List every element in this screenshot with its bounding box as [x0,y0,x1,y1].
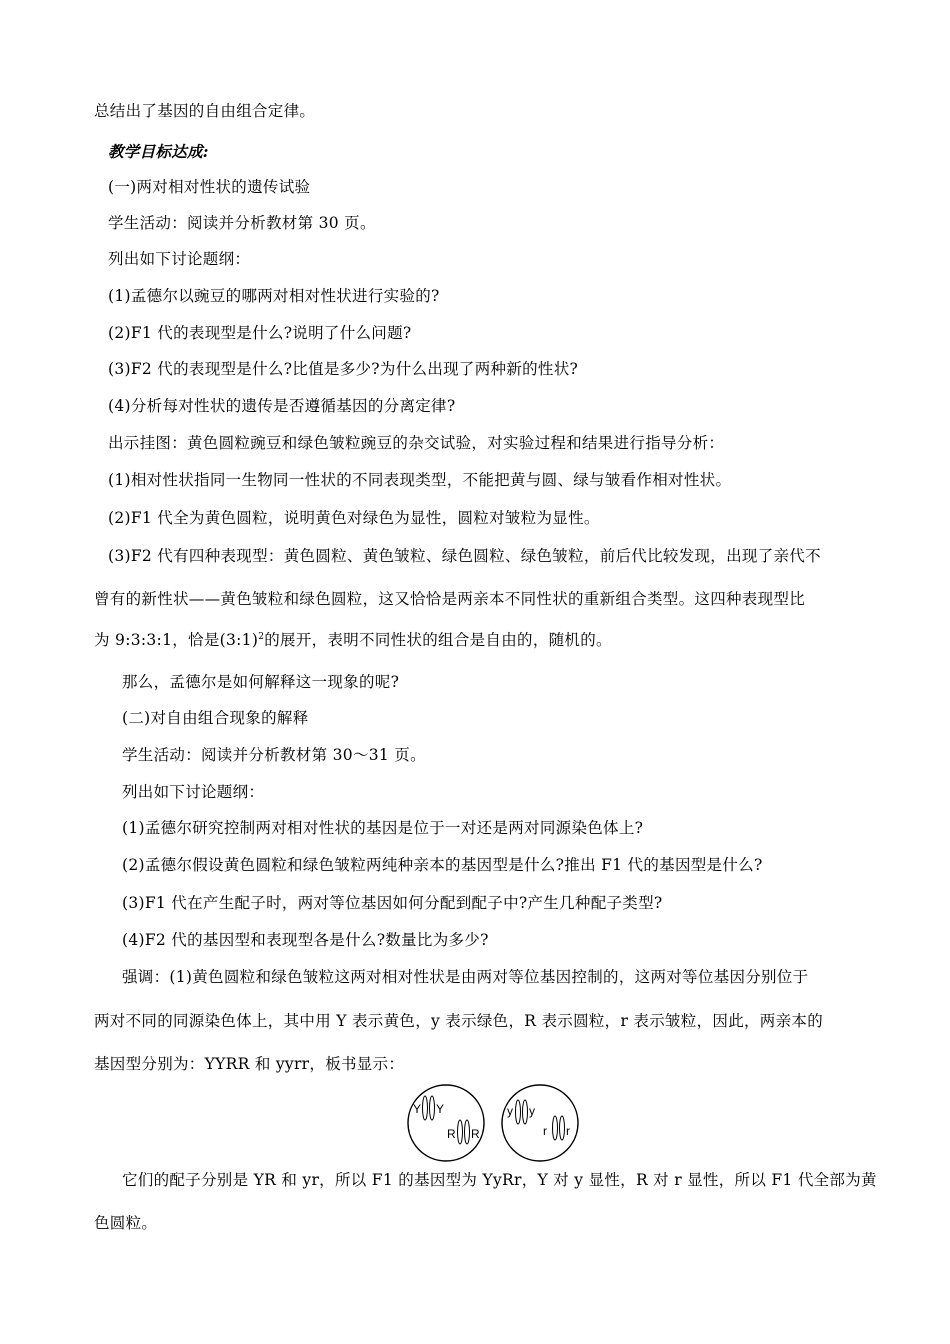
paragraph-line: 两对不同的同源染色体上，其中用 Y 表示黄色，y 表示绿色，R 表示圆粒，r 表示皱粒，因此，两亲本的 [94,1012,824,1030]
list-item: (1)相对性状指同一生物同一性状的不同表现类型，不能把黄与圆、绿与皱看作相对性状。 [108,471,732,489]
gene-label: R [471,1127,480,1141]
ratio-text: 为 9:3:3:1，恰是(3:1) [94,631,259,649]
ratio-text-continued: 的展开，表明不同性状的组合是自由的，随机的。 [264,631,612,649]
paragraph-line: 那么，孟德尔是如何解释这一现象的呢? [122,673,400,691]
section-heading: 教学目标达成: [108,142,209,161]
paragraph-line: 列出如下讨论题纲： [108,250,251,268]
chromosome-diagram [405,1083,583,1165]
paragraph-line [94,630,612,650]
gene-label: Y [436,1102,445,1116]
list-item: (3)F1 代在产生配子时，两对等位基因如何分配到配子中?产生几种配子类型? [122,894,663,912]
paragraph-line: 学生活动：阅读并分析教材第 30 页。 [108,214,376,232]
paragraph-line: 它们的配子分别是 YR 和 yr，所以 F1 的基因型为 YyRr，Y 对 y 显性，R 对 r 显性，所以 F1 代全部为黄 [122,1171,877,1189]
list-item: (2)F1 代的表现型是什么?说明了什么问题? [108,324,412,342]
list-item: (1)孟德尔研究控制两对相对性状的基因是位于一对还是两对同源染色体上? [122,819,644,837]
parent-cell-yyrr-dominant [408,1085,484,1161]
exponent: 2 [258,631,265,642]
list-item: (1)孟德尔以豌豆的哪两对相对性状进行实验的? [108,287,440,305]
subsection-heading: (一)两对相对性状的遗传试验 [108,178,311,196]
list-item: (4)F2 代的基因型和表现型各是什么?数量比为多少? [122,931,489,949]
gene-label: r [566,1124,570,1138]
paragraph-line: 学生活动：阅读并分析教材第 30～31 页。 [122,746,426,764]
list-item: (2)孟德尔假设黄色圆粒和绿色皱粒两纯种亲本的基因型是什么?推出 F1 代的基因型是什么? [122,856,763,874]
subsection-heading: (二)对自由组合现象的解释 [122,709,309,727]
paragraph-line: 基因型分别为：YYRR 和 yyrr，板书显示： [94,1055,405,1073]
paragraph-line: 总结出了基因的自由组合定律。 [94,102,316,120]
list-item: (3)F2 代有四种表现型：黄色圆粒、黄色皱粒、绿色圆粒、绿色皱粒，前后代比较发现，出现了亲代不 [108,547,821,565]
parent-cell-yyrr-recessive [502,1085,578,1161]
list-item: (4)分析每对性状的遗传是否遵循基因的分离定律? [108,397,456,415]
paragraph-line: 出示挂图：黄色圆粒豌豆和绿色皱粒豌豆的杂交试验，对实验过程和结果进行指导分析： [108,434,725,452]
gene-label: y [529,1104,535,1118]
gene-label: r [543,1124,547,1138]
gene-label: R [447,1127,456,1141]
paragraph-line: 列出如下讨论题纲： [122,783,265,801]
list-item: (2)F1 代全为黄色圆粒，说明黄色对绿色为显性，圆粒对皱粒为显性。 [108,509,600,527]
paragraph-line: 色圆粒。 [94,1214,158,1232]
list-item: (3)F2 代的表现型是什么?比值是多少?为什么出现了两种新的性状? [108,360,579,378]
gene-label: y [507,1104,513,1118]
gene-label: Y [413,1102,422,1116]
paragraph-line: 强调：(1)黄色圆粒和绿色皱粒这两对相对性状是由两对等位基因控制的，这两对等位基因分别位于 [122,968,809,986]
paragraph-line: 曾有的新性状——黄色皱粒和绿色圆粒，这又恰恰是两亲本不同性状的重新组合类型。这四种表现型比 [94,590,806,608]
